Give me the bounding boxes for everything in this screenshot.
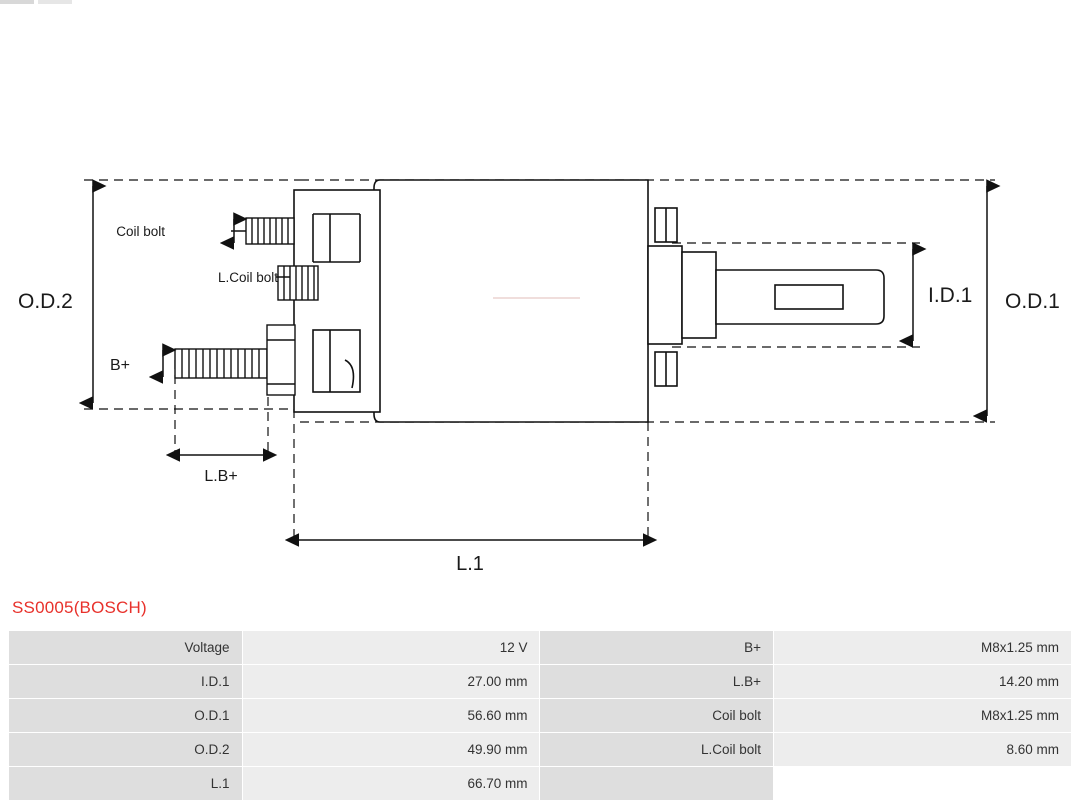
spec-label-empty bbox=[540, 767, 774, 801]
label-b-plus: B+ bbox=[109, 357, 130, 374]
spec-value-coil-bolt: M8x1.25 mm bbox=[774, 699, 1072, 733]
table-row bbox=[9, 767, 1072, 801]
spec-label-l-coil-bolt: L.Coil bolt bbox=[540, 733, 774, 767]
label-id1: I.D.1 bbox=[928, 284, 973, 307]
solenoid-body bbox=[294, 180, 648, 422]
label-coil-bolt: Coil bolt bbox=[116, 224, 165, 239]
spec-value-b-plus: M8x1.25 mm bbox=[774, 631, 1072, 665]
part-code-title: SS0005(BOSCH) bbox=[12, 598, 147, 617]
spec-label-l1: L.1 bbox=[9, 767, 243, 801]
spec-value-id1: 27.00 mm bbox=[242, 665, 540, 699]
spec-value-l-b-plus: 14.20 mm bbox=[774, 665, 1072, 699]
label-l-coil-bolt: L.Coil bolt bbox=[217, 270, 278, 285]
spec-value-od1: 56.60 mm bbox=[242, 699, 540, 733]
label-od2: O.D.2 bbox=[18, 290, 73, 313]
spec-value-voltage: 12 V bbox=[242, 631, 540, 665]
label-l-b-plus: L.B+ bbox=[204, 468, 238, 485]
coil-bolt-stud bbox=[246, 218, 294, 244]
table-row bbox=[9, 733, 1072, 767]
spec-label-b-plus: B+ bbox=[540, 631, 774, 665]
label-l1: L.1 bbox=[456, 553, 484, 575]
b-plus-stud bbox=[175, 325, 295, 395]
spec-value-l-coil-bolt: 8.60 mm bbox=[774, 733, 1072, 767]
table-row bbox=[9, 631, 1072, 665]
spec-value-empty bbox=[774, 767, 1072, 801]
label-od1: O.D.1 bbox=[1005, 290, 1060, 313]
spec-label-l-b-plus: L.B+ bbox=[540, 665, 774, 699]
spec-label-id1: I.D.1 bbox=[9, 665, 243, 699]
spec-label-od1: O.D.1 bbox=[9, 699, 243, 733]
spec-value-od2: 49.90 mm bbox=[242, 733, 540, 767]
table-row bbox=[9, 665, 1072, 699]
spec-label-od2: O.D.2 bbox=[9, 733, 243, 767]
spec-value-l1: 66.70 mm bbox=[242, 767, 540, 801]
coil-bolt-lower-stud bbox=[278, 266, 318, 300]
table-row bbox=[9, 699, 1072, 733]
specifications-table bbox=[8, 630, 1072, 801]
spec-label-coil-bolt: Coil bolt bbox=[540, 699, 774, 733]
plunger-shaft bbox=[648, 208, 884, 386]
spec-label-voltage: Voltage bbox=[9, 631, 243, 665]
